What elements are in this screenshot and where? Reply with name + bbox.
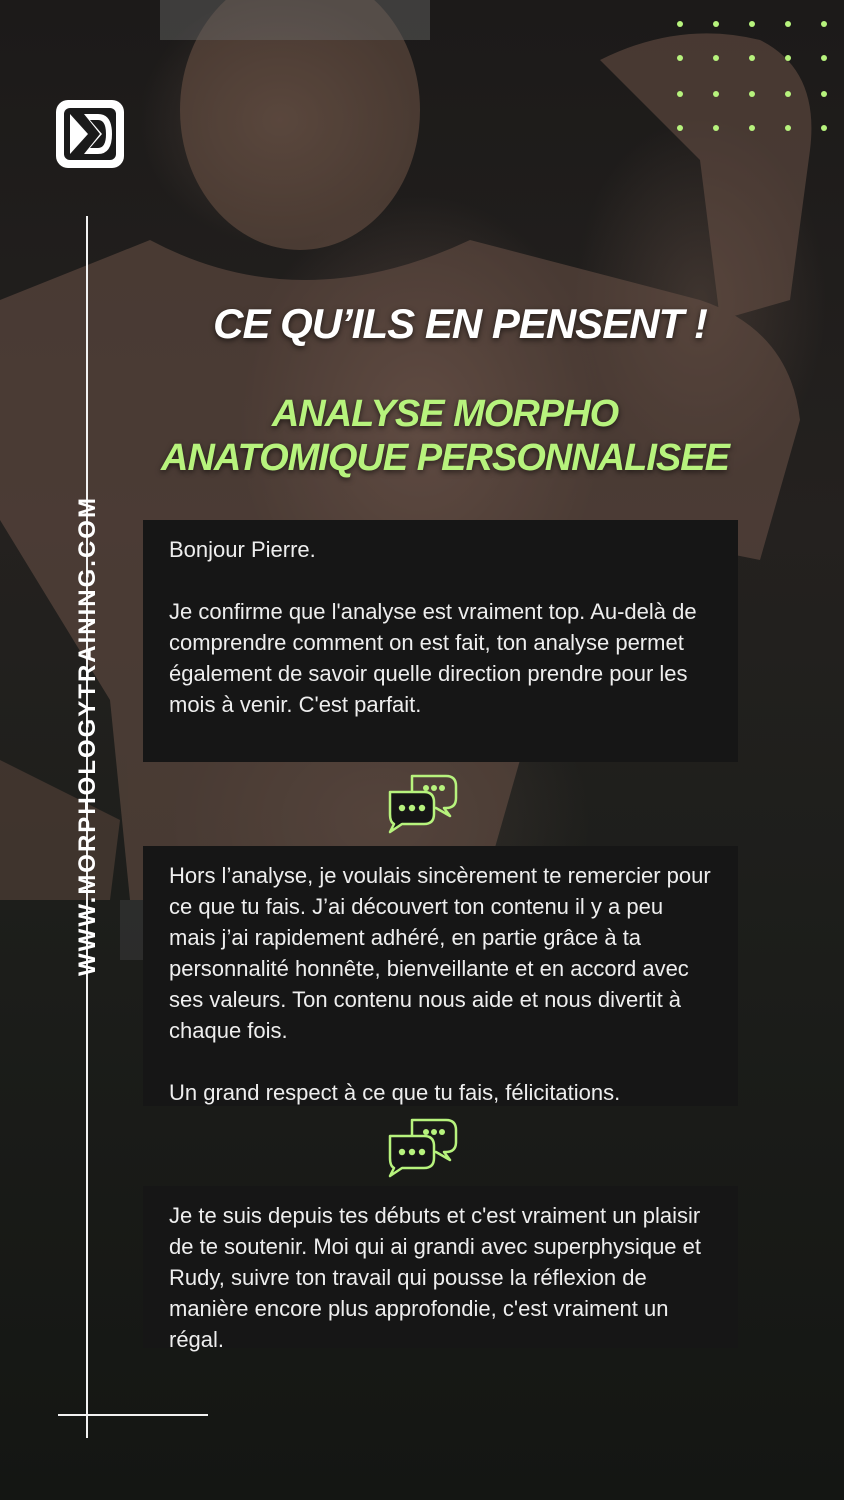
testimonial-card-1 — [143, 520, 738, 762]
subtitle-line-2: ANATOMIQUE PERSONNALISEE — [161, 437, 729, 479]
chat-bubbles-icon — [384, 1114, 460, 1180]
testimonial-text: Un grand respect à ce que tu fais, félicitations. — [169, 1080, 621, 1105]
website-url[interactable]: WWW.MORPHOLOGYTRAINING.COM — [74, 496, 101, 976]
brand-logo-icon — [54, 98, 126, 170]
page-title: CE QU’ILS EN PENSENT ! — [213, 300, 707, 347]
horizontal-divider — [58, 1414, 208, 1416]
subtitle-line-1: ANALYSE MORPHO — [271, 393, 619, 435]
chat-bubbles-icon — [384, 770, 460, 836]
testimonial-text: Je confirme que l'analyse est vraiment top. Au-delà de comprendre comment on est fait, ton analyse permet également de savoir quelle direction prendre pour les mois à venir. C'est parfait. — [169, 599, 697, 717]
dot-grid-icon — [670, 16, 840, 136]
testimonial-card-3 — [143, 1186, 738, 1352]
testimonial-text: Je te suis depuis tes débuts et c'est vraiment un plaisir de te soutenir. Moi qui ai grandi avec superphysique et Rudy, suivre ton travail qui pousse la réflexion de manière encore plus approfondie, c'est vraiment un régal. — [169, 1203, 701, 1352]
page-subtitle — [130, 392, 760, 480]
testimonial-text: Hors l’analyse, je voulais sincèrement te remercier pour ce que tu fais. J’ai découvert ton contenu il y a peu mais j’ai rapidement adhéré, en partie grâce à ta personnalité honnête, bienveillante et en accord avec ses valeurs. Ton contenu nous aide et nous divertit à chaque fois. — [169, 863, 711, 1043]
testimonial-card-2 — [143, 846, 738, 1106]
testimonial-text: Bonjour Pierre. — [169, 537, 316, 562]
